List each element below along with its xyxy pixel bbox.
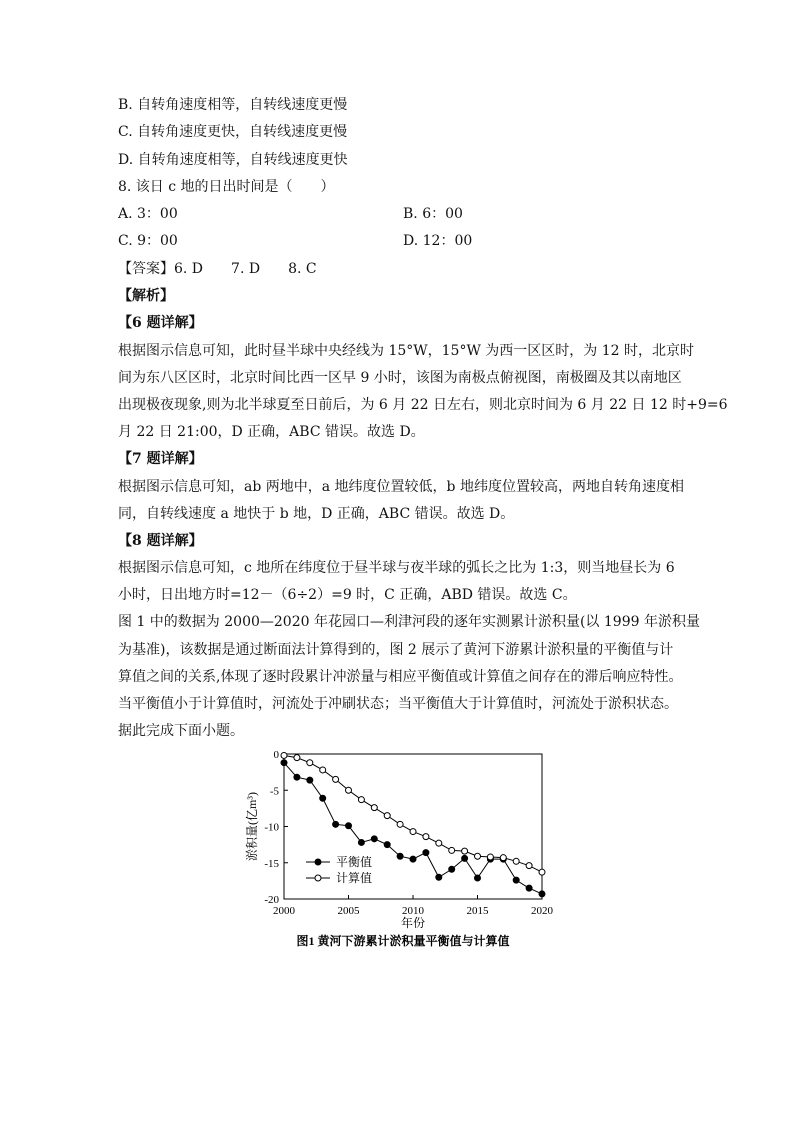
data-point-balance (281, 760, 287, 766)
data-point-calculated (281, 752, 287, 758)
data-point-calculated (475, 853, 481, 859)
data-point-calculated (526, 863, 532, 869)
passage-line: 当平衡值小于计算值时，河流处于冲刷状态；当平衡值大于计算值时，河流处于淤积状态。 (118, 696, 678, 712)
data-point-calculated (294, 755, 300, 761)
data-point-balance (346, 823, 352, 829)
data-point-calculated (371, 805, 377, 811)
passage-line: 为基准)，该数据是通过断面法计算得到的，图 2 展示了黄河下游累计淤积量的平衡值与计 (118, 642, 674, 658)
data-point-calculated (307, 760, 313, 766)
data-point-calculated (346, 787, 352, 793)
q6-detail-heading: 【6 题详解】 (118, 315, 203, 331)
q7-detail-heading: 【7 题详解】 (118, 451, 203, 467)
data-point-calculated (333, 776, 339, 782)
x-axis-label: 年份 (400, 916, 426, 930)
q7-detail-line: 根据图示信息可知，ab 两地中，a 地纬度位置较低，b 地纬度位置较高，两地自转角速度相 (118, 479, 684, 495)
option-q8-b: B. 6：00 (403, 206, 463, 222)
option-q7-b: B. 自转角速度相等，自转线速度更慢 (118, 97, 348, 113)
option-q8-d: D. 12：00 (403, 233, 473, 249)
x-tick-label: 2005 (337, 905, 360, 917)
data-point-calculated (462, 848, 468, 854)
data-point-balance (449, 866, 455, 872)
data-point-calculated (449, 847, 455, 853)
option-q7-d: D. 自转角速度相等，自转线速度更快 (118, 152, 348, 168)
x-tick-label: 2015 (466, 905, 489, 917)
legend-marker (315, 875, 321, 881)
data-point-balance (397, 853, 403, 859)
data-point-balance (539, 891, 545, 897)
plot-frame (284, 754, 542, 899)
passage-line: 据此完成下面小题。 (118, 723, 244, 739)
data-point-calculated (358, 797, 364, 803)
data-point-balance (307, 777, 313, 783)
option-q8-a: A. 3：00 (118, 206, 178, 222)
data-point-calculated (539, 869, 545, 875)
sediment-chart (236, 744, 556, 954)
y-tick-label: -15 (264, 857, 279, 870)
data-point-calculated (423, 834, 429, 840)
data-point-calculated (487, 854, 493, 860)
q6-detail-line: 根据图示信息可知，此时昼半球中央经线为 15°W，15°W 为西一区区时，为 12 时，北京时 (118, 343, 695, 359)
x-tick-label: 2010 (402, 905, 424, 917)
passage-line: 算值之间的关系,体现了逐时段累计冲淤量与相应平衡值或计算值之间存在的滞后响应特性。 (118, 669, 683, 685)
y-tick-label: -10 (264, 821, 279, 834)
data-point-balance (333, 821, 339, 827)
legend-marker (315, 859, 321, 865)
data-point-calculated (436, 840, 442, 846)
x-tick-label: 2000 (273, 905, 295, 917)
answer-line: 【答案】6. D 7. D 8. C (118, 261, 317, 277)
q6-detail-line: 月 22 日 21:00，D 正确，ABC 错误。故选 D。 (118, 424, 425, 440)
q7-detail-line: 同，自转线速度 a 地快于 b 地，D 正确，ABC 错误。故选 D。 (118, 506, 515, 522)
x-tick-label: 2020 (531, 905, 553, 917)
data-point-balance (358, 839, 364, 845)
data-point-calculated (410, 829, 416, 835)
question-8-stem: 8. 该日 c 地的日出时间是（ ） (118, 179, 335, 195)
data-point-calculated (397, 821, 403, 827)
q6-detail-line: 间为东八区区时，北京时间比西一区早 9 小时，该图为南极点俯视图，南极圈及其以南地区 (118, 370, 682, 386)
y-tick-label: 0 (273, 749, 279, 761)
data-point-calculated (384, 813, 390, 819)
y-tick-label: -20 (264, 894, 279, 906)
option-q8-c: C. 9：00 (118, 233, 178, 249)
data-point-balance (410, 856, 416, 862)
option-q7-c: C. 自转角速度更快，自转线速度更慢 (118, 124, 348, 140)
data-point-balance (436, 874, 442, 880)
data-point-balance (462, 855, 468, 861)
legend-label: 计算值 (336, 871, 373, 885)
q6-detail-line: 出现极夜现象,则为北半球夏至日前后，为 6 月 22 日左右，则北京时间为 6 月 22 日 12 时+9=6 (118, 397, 728, 413)
data-point-balance (384, 842, 390, 848)
y-tick-label: -5 (269, 785, 279, 798)
data-point-balance (371, 836, 377, 842)
passage-line: 图 1 中的数据为 2000—2020 年花园口—利津河段的逐年实测累计淤积量(以 1999 年淤积量 (118, 614, 700, 630)
data-point-balance (423, 850, 429, 856)
legend-label: 平衡值 (336, 855, 373, 869)
data-point-balance (513, 877, 519, 883)
q8-detail-heading: 【8 题详解】 (118, 533, 203, 549)
data-point-balance (526, 885, 532, 891)
y-axis-label: 淤积量(亿m³) (245, 792, 259, 861)
data-point-balance (475, 875, 481, 881)
data-point-balance (294, 774, 300, 780)
data-point-calculated (500, 855, 506, 861)
figure-caption: 图1 黄河下游累计淤积量平衡值与计算值 (296, 934, 510, 948)
data-point-balance (320, 795, 326, 801)
analysis-heading: 【解析】 (118, 288, 174, 304)
q8-detail-line: 根据图示信息可知，c 地所在纬度位于昼半球与夜半球的弧长之比为 1:3，则当地昼长为 6 (118, 560, 675, 576)
data-point-calculated (513, 858, 519, 864)
q8-detail-line: 小时，日出地方时=12－（6÷2）=9 时，C 正确，ABD 错误。故选 C。 (118, 587, 577, 603)
data-point-calculated (320, 767, 326, 773)
